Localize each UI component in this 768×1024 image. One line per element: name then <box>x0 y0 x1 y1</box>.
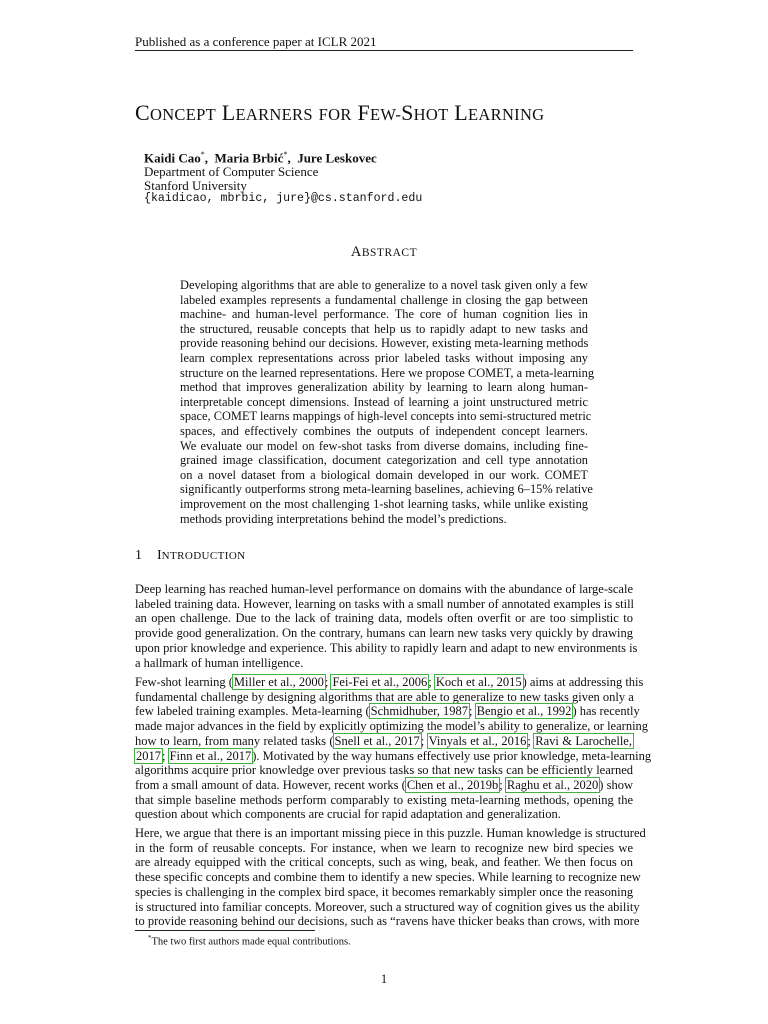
title-text: ONCEPT <box>149 105 216 124</box>
title-letter: L <box>454 100 469 125</box>
abstract-line: machine- and human-level performance. The core of human cognition lies in <box>180 307 588 322</box>
abstract-line: labeled examples represents a fundamental challenge in closing the gap between <box>180 292 588 307</box>
abstract-line: space, COMET learns mappings of high-level concepts into semi-structured metric <box>180 409 592 424</box>
heading-text: NTRODUCTION <box>161 550 246 562</box>
intro-paragraph-1 <box>135 582 638 670</box>
body-line: Here, we argue that there is an important missing piece in this puzzle. Human knowledge is structured <box>135 826 646 840</box>
body-text: ) aims at addressing this <box>522 675 644 689</box>
citation-link[interactable]: Finn et al., 2017 <box>169 748 252 763</box>
abstract-line: spaces, and effectively combines the outputs of independent concept learners. <box>180 423 588 438</box>
author-name: Kaidi Cao <box>144 150 201 166</box>
body-text: ) has recently <box>572 704 640 719</box>
footnote <box>148 934 351 948</box>
body-text: ; <box>527 733 535 748</box>
footnote-rule <box>135 930 315 931</box>
body-line: labeled training data. However, learning on tasks with a small number of annotated examples is still <box>135 596 635 611</box>
title-letter: S <box>401 100 414 125</box>
body-line <box>135 734 633 749</box>
equal-contribution-mark: * <box>200 150 205 159</box>
body-text: ) show <box>599 777 633 792</box>
citation-link[interactable]: Bengio et al., 1992 <box>476 704 572 719</box>
heading-text: BSTRACT <box>361 247 418 259</box>
page-number: 1 <box>380 972 388 986</box>
body-line: question about which components are crucial for rapid adaptation and generalization. <box>135 807 561 822</box>
abstract-body <box>180 278 595 526</box>
title-text: HOT <box>413 105 449 124</box>
abstract-line: significantly outperforms strong meta-learning baselines, achieving 6–15% relative <box>180 482 593 497</box>
abstract-line: grained image classification, document categorization and cell type annotation <box>180 453 588 468</box>
author-emails: {kaidicao, mbrbic, jure}@cs.stanford.edu <box>144 192 423 205</box>
body-line: made major advances in the field by explicitly optimizing the model’s ability to generalize, or learning <box>135 719 649 734</box>
body-text: ; <box>420 733 428 748</box>
abstract-line: provide reasoning behind our decisions. However, existing meta-learning methods <box>180 336 589 351</box>
abstract-line: improvement on the most challenging 1-shot learning tasks, while unlike existing <box>180 496 588 511</box>
abstract-line: on a novel dataset from a biological domain developed in our work. COMET <box>180 467 588 482</box>
citation-link[interactable]: Fei-Fei et al., 2006 <box>332 675 428 689</box>
equal-contribution-mark: * <box>283 150 288 159</box>
citation-link[interactable]: Schmidhuber, 1987 <box>370 704 469 719</box>
body-line: that simple baseline methods perform comparably to existing meta-learning methods, opening the <box>135 792 633 807</box>
body-text: ; <box>162 748 169 763</box>
body-line <box>135 704 640 719</box>
author-separator: , <box>204 150 208 166</box>
body-text: ; <box>428 675 435 689</box>
body-line: upon prior knowledge and experience. This ability to rapidly learn and adapt to new environments is <box>135 640 638 655</box>
citation-link[interactable]: Snell et al., 2017 <box>334 733 420 748</box>
body-line: an open challenge. Due to the lack of training data, models often overfit or are too simplistic to <box>135 611 633 626</box>
title-text: EW- <box>369 105 402 124</box>
intro-paragraph-3 <box>135 826 646 929</box>
body-text: few labeled training examples. Meta-learning ( <box>135 704 370 719</box>
running-head: Published as a conference paper at ICLR 2021 <box>135 34 377 49</box>
body-text: ; <box>469 704 476 719</box>
body-text: ; <box>324 675 332 689</box>
intro-paragraph-2 <box>135 675 652 822</box>
citation-link[interactable]: 2017 <box>136 748 161 763</box>
abstract-line: method that improves generalization ability by learning to learn along human- <box>180 380 588 395</box>
abstract-line: structure on the learned representations. Here we propose COMET, a meta-learning <box>180 365 595 380</box>
heading-letter: I <box>157 548 162 563</box>
title-letter: C <box>135 100 150 125</box>
body-line: species is challenging in the complex bird space, it becomes remarkably simpler once the reasoning <box>135 884 634 899</box>
heading-letter: A <box>350 244 362 260</box>
body-line: to provide reasoning behind our decisions, such as “ravens have thicker beaks than crows, with more <box>135 914 640 929</box>
author-separator: , <box>287 150 291 166</box>
affiliation-department: Department of Computer Science <box>144 164 319 179</box>
body-text: from a small amount of data. However, recent works ( <box>135 777 406 792</box>
title-letter: F <box>357 100 370 125</box>
body-line: these specific concepts and combine them to identify a new species. While learning to recognize new <box>135 870 641 885</box>
title-text: EARNERS <box>235 105 313 124</box>
title-text: EARNING <box>468 105 545 124</box>
citation-link[interactable]: Koch et al., 2015 <box>435 675 522 689</box>
body-line: is structured into familiar concepts. Moreover, such a structured way of cognition gives us the ability <box>135 899 640 914</box>
body-line: fundamental challenge by designing algorithms that are able to generalize to new tasks given only a <box>135 689 634 704</box>
body-line <box>135 675 644 690</box>
body-text: ). Motivated by the way humans effectively use prior knowledge, meta-learning <box>252 748 652 763</box>
footnote-text: The two first authors made equal contributions. <box>151 936 351 948</box>
section-number: 1 <box>135 548 142 563</box>
body-line <box>135 778 633 793</box>
citation-link[interactable]: Chen et al., 2019b <box>406 777 499 792</box>
body-text: ; <box>499 777 506 792</box>
body-line: Deep learning has reached human-level performance on domains with the abundance of large-scale <box>135 582 633 596</box>
abstract-line: learn complex representations across prior labeled tasks without imposing any <box>180 350 588 365</box>
abstract-line: Developing algorithms that are able to generalize to a novel task given only a few <box>180 278 588 292</box>
citation-link[interactable]: Miller et al., 2000 <box>233 675 324 689</box>
citation-link[interactable]: Raghu et al., 2020 <box>506 777 599 792</box>
body-line: are already equipped with the critical concepts, such as wing, beak, and feather. We then focus on <box>135 855 633 870</box>
abstract-line: methods providing interpretations behind the model’s predictions. <box>180 511 507 526</box>
author-name: Jure Leskovec <box>297 150 377 166</box>
abstract-line: We evaluate our model on few-shot tasks from diverse domains, including fine- <box>180 438 588 453</box>
abstract-line: interpretable concept dimensions. Instead of learning a joint unstructured metric <box>180 394 588 409</box>
section-heading-introduction <box>135 548 246 564</box>
citation-link[interactable]: Vinyals et al., 2016 <box>428 733 527 748</box>
title-letter: L <box>221 100 236 125</box>
body-line: algorithms acquire prior knowledge over previous tasks so that new tasks can be efficiently learned <box>135 763 633 778</box>
body-text: how to learn, from many related tasks ( <box>135 733 334 748</box>
body-text: Few-shot learning ( <box>135 675 233 689</box>
affiliation-university: Stanford University <box>144 178 247 193</box>
body-line: provide good generalization. On the contrary, humans can learn new tasks very quickly by drawing <box>135 626 633 641</box>
body-line: a hallmark of human intelligence. <box>135 655 304 670</box>
citation-link[interactable]: Ravi & Larochelle, <box>535 733 632 748</box>
abstract-line: the structured, reusable concepts that help us to rapidly adapt to new tasks and <box>180 321 588 336</box>
footnote-mark: * <box>148 934 152 942</box>
header-rule <box>135 50 633 51</box>
paper-title <box>135 100 544 126</box>
body-line <box>135 748 652 764</box>
title-text: FOR <box>318 105 352 124</box>
author-name: Maria Brbić <box>214 150 284 166</box>
abstract-heading <box>0 244 768 261</box>
body-line: in the form of reusable concepts. For instance, when we learn to recognize new bird species we <box>135 840 633 855</box>
